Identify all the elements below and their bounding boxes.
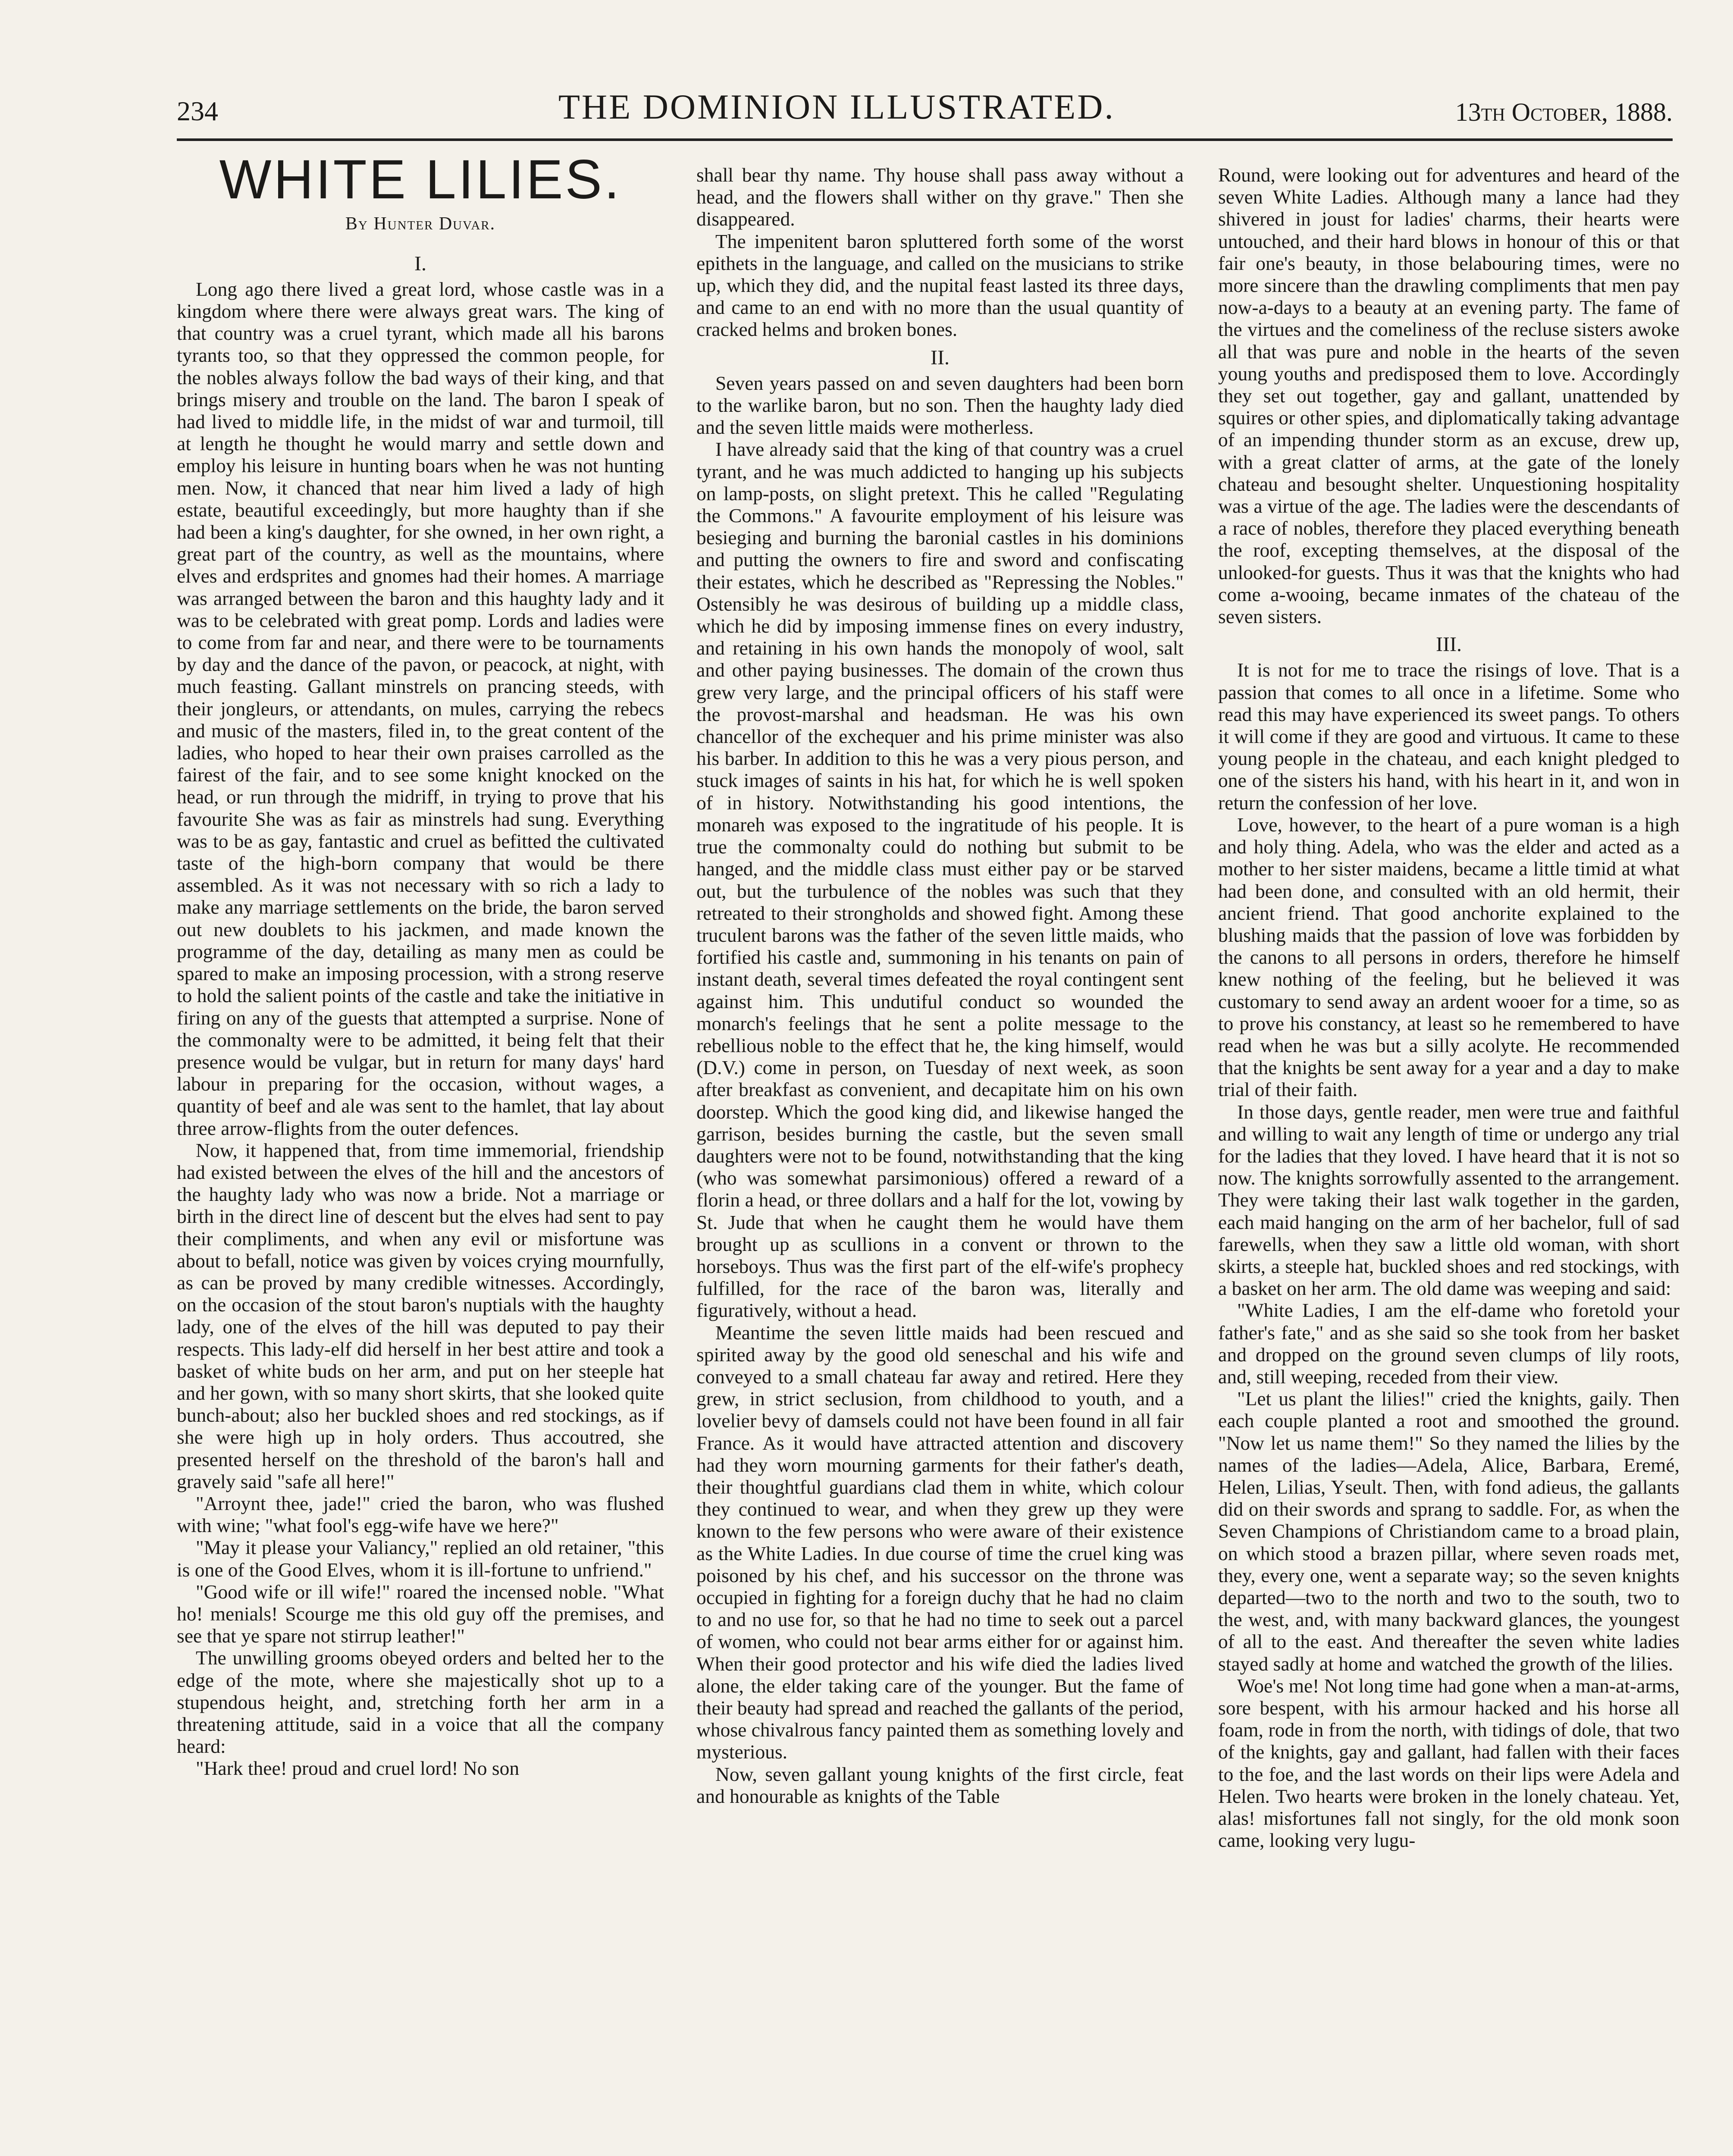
article-title: WHITE LILIES. [219, 149, 622, 210]
paragraph: In those days, gentle reader, men were true and faithful and willing to wait any length of time or undergo any trial for the ladies that they loved. I have heard that it is not so now. The knights sorrowfully assented to the arrangement. They were taking their last walk together in the garden, each maid hanging on the arm of her bachelor, full of sad farewells, when they saw a little old woman, with short skirts, a steeple hat, buckled shoes and red stockings, with a basket on her arm. The old dame was weeping and said: [1218, 1100, 1680, 1300]
paragraph: "Good wife or ill wife!" roared the incensed noble. "What ho! menials! Scourge me this old guy off the premises, and see that ye spare not stirrup leather!" [177, 1580, 664, 1647]
paragraph: Love, however, to the heart of a pure woman is a high and holy thing. Adela, who was the elder and acted as a mother to her sister maidens, became a little timid at what had been done, and consulted with an old hermit, their ancient friend. That good anchorite explained to the blushing maids that the passion of love was forbidden by the canons to all persons in orders, therefore he himself knew nothing of the feeling, but he believed it was customary to send away an ardent wooer for a time, so as to prove his constancy, at least so he remembered to have read when he was but a silly acolyte. He recommended that the knights be sent away for a year and a day to make trial of their faith. [1218, 813, 1680, 1101]
issue-date: 13th October, 1888. [1455, 98, 1673, 126]
paragraph: Woe's me! Not long time had gone when a man-at-arms, sore bespent, with his armour hacked and his horse all foam, rode in from the north, with tidings of dole, that two of the knights, gay and gallant, had fallen with their faces to the foe, and the last words on their lips were Adela and Helen. Two hearts were broken in the lonely chateau. Yet, alas! misfortunes fall not singly, for the old monk soon came, looking very lugu- [1218, 1674, 1680, 1852]
paragraph: Meantime the seven little maids had been rescued and spirited away by the good old seneschal and his wife and conveyed to a small chateau far away and retired. Here they grew, in strict seclusion, from childhood to youth, and a lovelier bevy of damsels could not have been found in all fair France. As it would have attracted attention and discovery had they worn mourning garments for their father's death, their thoughtful guardians clad them in white, which colour they continued to wear, and when they grew up they were known to the few persons who were aware of their existence as the White Ladies. In due course of time the cruel king was poisoned by his chef, and his successor on the throne was occupied in fighting for a foreign duchy that he had no claim to and no use for, so that he had no time to seek out a parcel of women, who could not bear arms either for or against him. When their good protector and his wife died the ladies lived alone, the elder taking care of the younger. But the fame of their beauty had spread and reached the gallants of the period, whose chivalrous fancy painted them as something lovely and mysterious. [696, 1321, 1184, 1763]
paragraph: "Hark thee! proud and cruel lord! No son [196, 1757, 520, 1780]
paragraph: "White Ladies, I am the elf-dame who foretold your father's fate," and as she said so she took from her basket and dropped on the ground seven clumps of lily roots, and, still weeping, receded from their view. [1218, 1299, 1680, 1388]
publication-title: THE DOMINION ILLUSTRATED. [558, 87, 1115, 126]
column-1 [177, 147, 664, 1780]
section-heading: III. [1436, 633, 1462, 656]
paragraph: "Let us plant the lilies!" cried the knights, gaily. Then each couple planted a root and smoothed the ground. "Now let us name them!" So they named the lilies by the names of the ladies—Adela, Alice, Barbara, Eremé, Helen, Lilias, Yseult. Then, with fond adieus, the gallants did on their swords and sprang to saddle. For, as when the Seven Champions of Christiandom came to a broad plain, on which stood a brazen pillar, where seven roads met, they, every one, went a separate way; so the seven knights departed—two to the north and two to the south, two to the west, and, with many backward glances, the youngest of all to the east. And thereafter the seven white ladies stayed sadly at home and watched the growth of the lilies. [1218, 1388, 1680, 1675]
paragraph: Long ago there lived a great lord, whose castle was in a kingdom where there were always great wars. The king of that country was a cruel tyrant, which made all his barons tyrants too, so that they oppressed the common people, for the nobles always follow the bad ways of their king, and that brings misery and trouble on the land. The baron I speak of had lived to middle life, in the midst of war and turmoil, till at length he thought he would marry and settle down and employ his leisure in hunting boars when he was not hunting men. Now, it chanced that near him lived a lady of high estate, beautiful exceedingly, but more haughty than if she had been a king's daughter, for she owned, in her own right, a great part of the country, as well as the mountains, where elves and erdsprites and gnomes had their homes. A marriage was arranged between the baron and this haughty lady and it was to be celebrated with great pomp. Lords and ladies were to come from far and near, and there were to be tournaments by day and the dance of the pavon, or peacock, at night, with much feasting. Gallant minstrels on prancing steeds, with their jongleurs, or attendants, on mules, carrying the rebecs and music of the masters, filed in, to the great content of the ladies, who hoped to hear their own praises carrolled as the fairest of the fair, and to see some knight knocked on the head, or run through the midriff, in trying to prove that his favourite She was as fair as minstrels had sung. Everything was to be as gay, fantastic and cruel as befitted the cultivated taste of the high-born company that would be there assembled. As it was not necessary with so rich a lady to make any marriage settlements on the bride, the baron served out new doublets to his jackmen, and made known the programme of the day, detailing as many men as could be spared to make an imposing procession, with a strong reserve to hold the salient points of the castle and take the initiative in firing on any of the guests that attempted a surprise. None of the commonalty were to be admitted, it being felt that their presence would be vulgar, but in return for many days' hard labour in preparing for the occasion, without wages, a quantity of beef and ale was sent to the hamlet, that lay about three arrow-flights from the outer defences. [177, 278, 664, 1139]
column-2 [696, 164, 1184, 1807]
page-header [177, 88, 1673, 141]
section-heading: I. [414, 252, 426, 275]
paragraph: Seven years passed on and seven daughters had been born to the warlike baron, but no son. Then the haughty lady died and the seven little maids were motherless. [696, 372, 1184, 439]
column-3 [1218, 164, 1680, 1851]
article-byline: By Hunter Duvar. [345, 214, 496, 234]
section-heading: II. [931, 346, 950, 369]
paragraph: It is not for me to trace the risings of love. That is a passion that comes to all once in a lifetime. Some who read this may have experienced its sweet pangs. To others it will come if they are good and virtuous. It came to these young people in the chateau, and each knight pledged to one of the sisters his hand, with his heart in it, and won in return the confession of her love. [1218, 659, 1680, 814]
paragraph: "May it please your Valiancy," replied an old retainer, "this is one of the Good Elves, whom it is ill-fortune to unfriend." [177, 1536, 664, 1581]
page-number: 234 [177, 96, 218, 126]
paragraph: shall bear thy name. Thy house shall pass away without a head, and the flowers shall wither on thy grave." Then she disappeared. [696, 164, 1184, 230]
paragraph: The unwilling grooms obeyed orders and belted her to the edge of the mote, where she majestically shot up to a stupendous height, and, stretching forth her arm in a threatening attitude, said in a voice that all the company heard: [177, 1647, 664, 1758]
paragraph: Now, seven gallant young knights of the first circle, feat and honourable as knights of the Table [696, 1763, 1184, 1807]
paragraph: I have already said that the king of that country was a cruel tyrant, and he was much addicted to hanging up his subjects on lamp-posts, on slight pretext. This he called "Regulating the Commons." A favourite employment of his leisure was besieging and burning the baronial castles in his dominions and putting the owners to fire and sword and confiscating their estates, which he described as "Repressing the Nobles." Ostensibly he was desirous of building up a middle class, which he did by imposing immense fines on every industry, and retaining in his own hands the monopoly of wool, salt and other paying businesses. The domain of the crown thus grew very large, and the principal officers of his staff were the provost-marshal and headsman. He was his own chancellor of the exchequer and his prime minister was also his barber. In addition to this he was a very pious person, and stuck images of saints in his hat, for which he is well spoken of in history. Notwithstanding his good intentions, the monareh was exposed to the ingratitude of his people. It is true the commonalty could do nothing but submit to be hanged, and the middle class must either pay or be starved out, but the turbulence of the nobles was such that they retreated to their strongholds and showed fight. Among these truculent barons was the father of the seven little maids, who fortified his castle and, summoning in his tenants on pain of instant death, several times defeated the royal contingent sent against him. This undutiful conduct so wounded the monarch's feelings that he sent a polite message to the rebellious noble to the effect that he, the king himself, would (D.V.) come in person, on Tuesday of next week, as soon after breakfast as convenient, and decapitate him on his own doorstep. Which the good king did, and likewise hanged the garrison, besides burning the castle, but the seven small daughters were not to be found, notwithstanding that the king (who was somewhat parsimonious) offered a reward of a florin a head, or three dollars and a half for the lot, vowing by St. Jude that when he caught them he would have them brought up as scullions in a convent or thrown to the horseboys. Thus was the first part of the elf-wife's prophecy fulfilled, for the race of the baron was, literally and figuratively, without a head. [696, 438, 1184, 1322]
paragraph: The impenitent baron spluttered forth some of the worst epithets in the language, and called on the musicians to strike up, which they did, and the nupital feast lasted its three days, and came to an end with no more than the usual quantity of cracked helms and broken bones. [696, 230, 1184, 341]
paragraph: "Arroynt thee, jade!" cried the baron, who was flushed with wine; "what fool's egg-wife have we here?" [177, 1492, 664, 1537]
paragraph: Now, it happened that, from time immemorial, friendship had existed between the elves of the hill and the ancestors of the haughty lady who was now a bride. Not a marriage or birth in the direct line of descent but the elves had sent to pay their compliments, and when any evil or misfortune was about to befall, notice was given by voices crying mournfully, as can be proved by many credible witnesses. Accordingly, on the occasion of the stout baron's nuptials with the haughty lady, one of the elves of the hill was deputed to pay their respects. This lady-elf did herself in her best attire and took a basket of white buds on her arm, and put on her steeple hat and her gown, with so many short skirts, that she looked quite bunch-about; also her buckled shoes and red stockings, as if she were high up in holy orders. Thus accoutred, she presented herself on the threshold of the baron's hall and gravely said "safe all here!" [177, 1139, 664, 1492]
paragraph: Round, were looking out for adventures and heard of the seven White Ladies. Although many a lance had they shivered in joust for ladies' charms, their hearts were untouched, and their hard blows in honour of this or that fair one's beauty, in those belabouring times, were no more sincere than the drawling compliments that men pay now-a-days to a beauty at an evening party. The fame of the virtues and the comeliness of the recluse sisters awoke all that was pure and noble in the hearts of the seven young youths and predisposed them to love. Accordingly they set out together, gay and gallant, unattended by squires or other spies, and diplomatically taking advantage of an impending thunder storm as an excuse, drew up, with a great clatter of arms, at the gate of the lonely chateau and besought shelter. Unquestioning hospitality was a virtue of the age. The ladies were the descendants of a race of nobles, therefore they placed everything beneath the roof, excepting themselves, at the disposal of the unlooked-for guests. Thus it was that the knights who had come a-wooing, became inmates of the chateau of the seven sisters. [1218, 164, 1680, 628]
